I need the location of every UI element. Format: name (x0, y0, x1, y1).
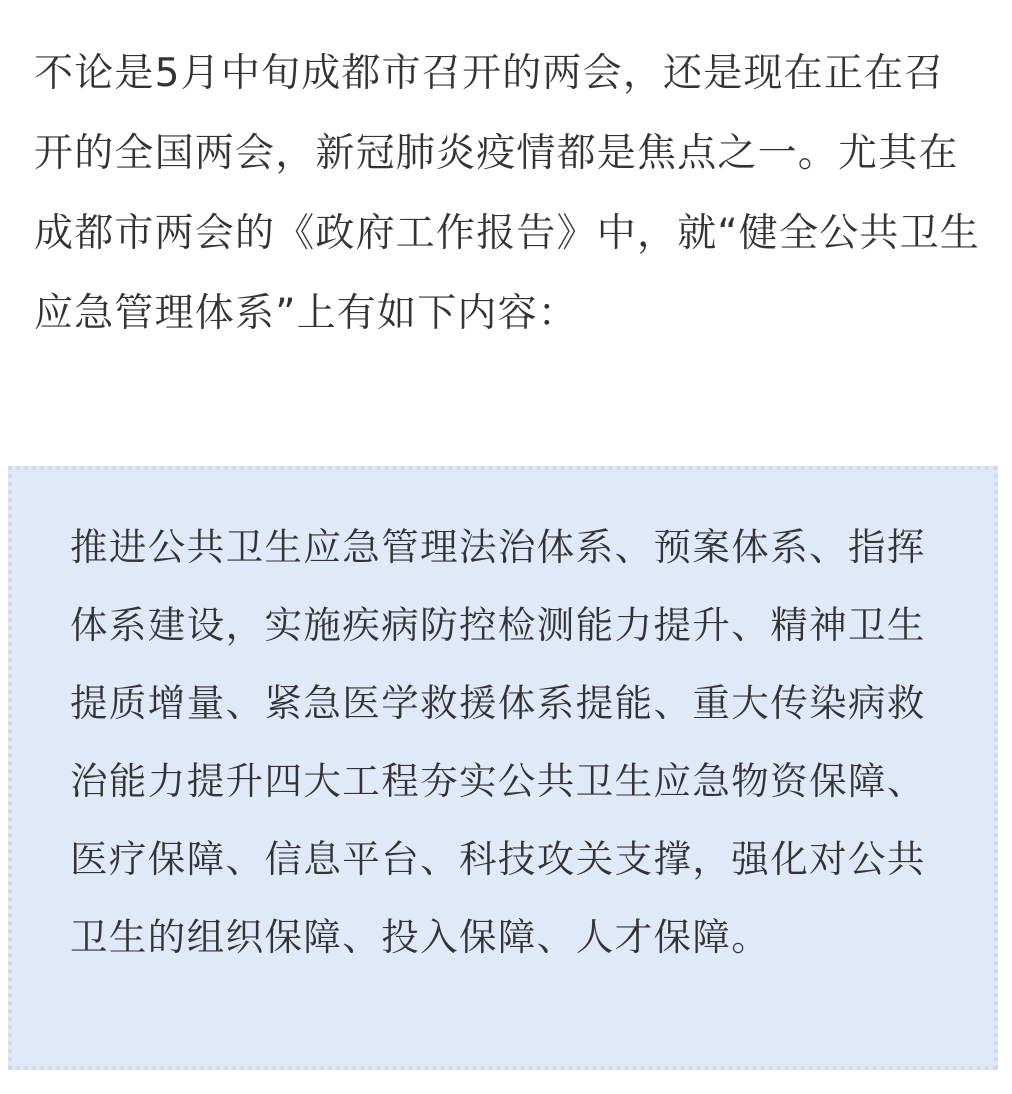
intro-paragraph: 不论是5月中旬成都市召开的两会，还是现在正在召开的全国两会，新冠肺炎疫情都是焦点之一。尤其在成都市两会的《政府工作报告》中，就“健全公共卫生应急管理体系”上有如下内容： (34, 51, 981, 336)
quote-paragraph: 推进公共卫生应急管理法治体系、预案体系、指挥体系建设，实施疾病防控检测能力提升、精神卫生提质增量、紧急医学救援体系提能、重大传染病救治能力提升四大工程夯实公共卫生应急物资保障、医疗保障、信息平台、科技攻关支撑，强化对公共卫生的组织保障、投入保障、人才保障。 (70, 525, 926, 959)
quote-block (8, 466, 998, 1070)
